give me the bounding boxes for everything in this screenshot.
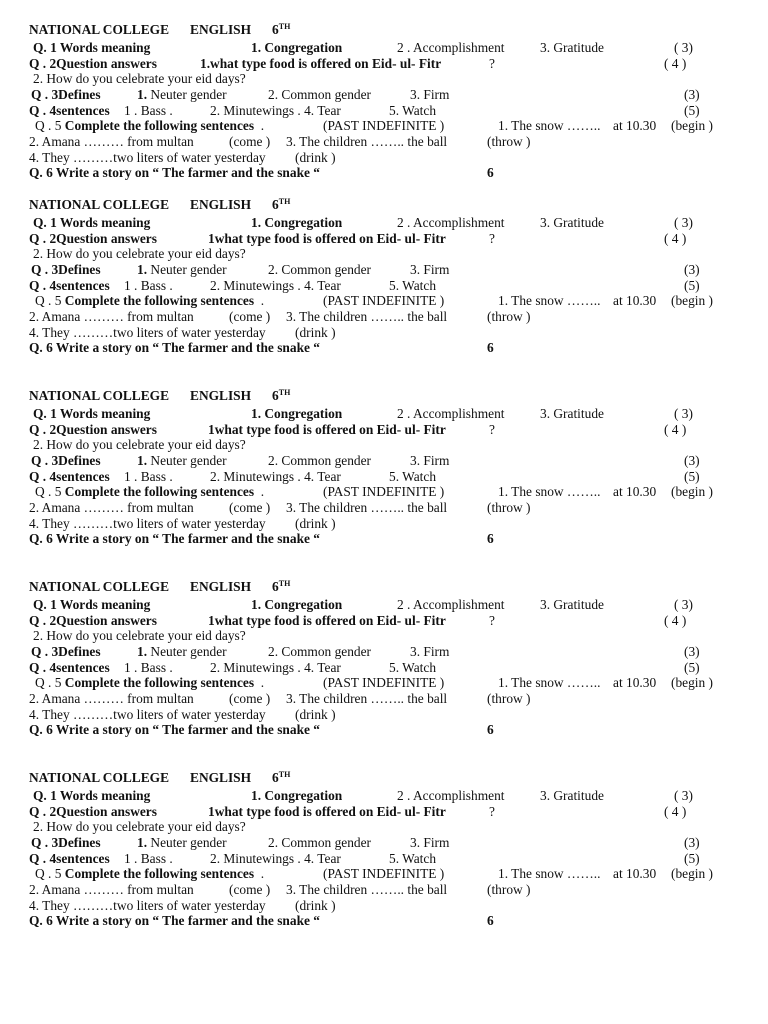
q4-label: Q . 4sentences — [29, 103, 110, 118]
q2-question-mark: ? — [489, 231, 495, 246]
q5-label — [35, 118, 264, 134]
q2-question-mark: ? — [489, 613, 495, 628]
q3-item-3: 3. Firm — [410, 835, 450, 850]
q5-sentence-1-time: at 10.30 — [613, 484, 657, 499]
q1-label: Q. 1 Words meaning — [33, 597, 151, 612]
q4-item-3: 5. Watch — [389, 851, 437, 866]
q4-item-2: 2. Minutewings . 4. Tear — [210, 851, 341, 866]
q1-word-3: 3. Gratitude — [540, 788, 604, 803]
q5-sentence-1-verb: (begin ) — [671, 866, 714, 881]
q3-item-2: 2. Common gender — [268, 262, 372, 277]
q4-item-1: 1 . Bass . — [124, 469, 173, 484]
q2-question-mark: ? — [489, 422, 495, 437]
q2-item-1: 1what type food is offered on Eid- ul- Fitr — [208, 422, 446, 437]
q5-sentence-4: 4. They ………two liters of water yesterday — [29, 150, 266, 165]
q3-label: Q . 3Defines — [31, 262, 101, 277]
q5-sentence-2-verb: (come ) — [229, 134, 271, 149]
q4-item-3: 5. Watch — [389, 103, 437, 118]
q1-label: Q. 1 Words meaning — [33, 406, 151, 421]
question-block-5 — [0, 766, 768, 926]
q5-sentence-3: 3. The children …….. the ball — [286, 500, 448, 515]
question-block-2 — [0, 193, 768, 353]
q5-label — [35, 293, 264, 309]
q5-sentence-2-verb: (come ) — [229, 309, 271, 324]
q5-sentence-4-verb: (drink ) — [295, 707, 336, 722]
q5-sentence-2: 2. Amana ……… from multan — [29, 882, 194, 897]
q4-item-3: 5. Watch — [389, 469, 437, 484]
q5-sentence-1: 1. The snow …….. — [498, 484, 601, 499]
q3-item-1-number: 1. — [137, 453, 148, 468]
q6-label: Q. 6 Write a story on “ The farmer and the snake “ — [29, 531, 320, 546]
q5-sentence-4-verb: (drink ) — [295, 516, 336, 531]
q2-item-2: 2. How do you celebrate your eid days? — [33, 437, 246, 452]
q4-item-2: 2. Minutewings . 4. Tear — [210, 660, 341, 675]
q3-item-1-text: Neuter gender — [150, 262, 227, 277]
q5-sentence-4: 4. They ………two liters of water yesterday — [29, 325, 266, 340]
q5-tense: (PAST INDEFINITE ) — [323, 484, 445, 499]
q1-label: Q. 1 Words meaning — [33, 40, 151, 55]
q5-sentence-2: 2. Amana ……… from multan — [29, 134, 194, 149]
q5-sentence-3-verb: (throw ) — [487, 500, 531, 515]
q5-label — [35, 866, 264, 882]
q2-item-2: 2. How do you celebrate your eid days? — [33, 628, 246, 643]
q1-word-2: 2 . Accomplishment — [397, 788, 505, 803]
q1-word-2: 2 . Accomplishment — [397, 597, 505, 612]
question-block-3 — [0, 384, 768, 544]
q5-label-dot: . — [260, 484, 265, 499]
q1-word-3: 3. Gratitude — [540, 597, 604, 612]
q5-label-prefix: Q . 5 — [35, 118, 62, 133]
q5-sentence-3: 3. The children …….. the ball — [286, 882, 448, 897]
q4-marks: (5) — [684, 278, 700, 293]
q5-sentence-4: 4. They ………two liters of water yesterday — [29, 898, 266, 913]
q3-label: Q . 3Defines — [31, 644, 101, 659]
q1-word-1: 1. Congregation — [251, 597, 343, 612]
college-name: NATIONAL COLLEGE — [29, 579, 170, 594]
q3-item-1-number: 1. — [137, 835, 148, 850]
grade-suffix: TH — [278, 770, 291, 779]
header-line — [29, 22, 290, 38]
header-line — [29, 579, 290, 595]
q2-marks: ( 4 ) — [664, 422, 687, 437]
q5-sentence-1: 1. The snow …….. — [498, 866, 601, 881]
q5-sentence-1-time: at 10.30 — [613, 293, 657, 308]
q6-marks: 6 — [487, 913, 494, 928]
q6-label: Q. 6 Write a story on “ The farmer and the snake “ — [29, 722, 320, 737]
q5-label-dot: . — [260, 866, 265, 881]
q5-label-bold: Complete the following sentences — [64, 118, 255, 133]
q5-label-prefix: Q . 5 — [35, 293, 62, 308]
q5-label-bold: Complete the following sentences — [64, 866, 255, 881]
q2-label: Q . 2Question answers — [29, 613, 157, 628]
q4-label: Q . 4sentences — [29, 851, 110, 866]
q5-sentence-4-verb: (drink ) — [295, 150, 336, 165]
q4-item-1: 1 . Bass . — [124, 660, 173, 675]
q1-word-3: 3. Gratitude — [540, 215, 604, 230]
college-name: NATIONAL COLLEGE — [29, 197, 170, 212]
q1-marks: ( 3) — [674, 215, 693, 230]
q4-item-1: 1 . Bass . — [124, 851, 173, 866]
q5-sentence-3-verb: (throw ) — [487, 309, 531, 324]
q1-word-2: 2 . Accomplishment — [397, 215, 505, 230]
q2-item-2: 2. How do you celebrate your eid days? — [33, 246, 246, 261]
q5-sentence-1: 1. The snow …….. — [498, 293, 601, 308]
q3-item-1 — [137, 644, 227, 660]
q6-label: Q. 6 Write a story on “ The farmer and the snake “ — [29, 340, 320, 355]
q4-item-3: 5. Watch — [389, 660, 437, 675]
q1-word-2: 2 . Accomplishment — [397, 40, 505, 55]
q2-item-2: 2. How do you celebrate your eid days? — [33, 71, 246, 86]
q5-sentence-1: 1. The snow …….. — [498, 118, 601, 133]
q5-sentence-4-verb: (drink ) — [295, 325, 336, 340]
q6-label: Q. 6 Write a story on “ The farmer and the snake “ — [29, 913, 320, 928]
q5-label-dot: . — [260, 675, 265, 690]
q3-marks: (3) — [684, 262, 700, 277]
q5-label — [35, 484, 264, 500]
q1-word-1: 1. Congregation — [251, 40, 343, 55]
q3-label: Q . 3Defines — [31, 87, 101, 102]
q2-marks: ( 4 ) — [664, 804, 687, 819]
q4-marks: (5) — [684, 469, 700, 484]
q3-marks: (3) — [684, 87, 700, 102]
q5-sentence-1: 1. The snow …….. — [498, 675, 601, 690]
q1-marks: ( 3) — [674, 597, 693, 612]
q3-label: Q . 3Defines — [31, 835, 101, 850]
q3-item-3: 3. Firm — [410, 453, 450, 468]
q5-sentence-1-time: at 10.30 — [613, 866, 657, 881]
q4-item-2: 2. Minutewings . 4. Tear — [210, 278, 341, 293]
q2-label: Q . 2Question answers — [29, 56, 157, 71]
grade-suffix: TH — [278, 197, 291, 206]
q3-item-1-text: Neuter gender — [150, 644, 227, 659]
q5-sentence-1-time: at 10.30 — [613, 675, 657, 690]
q6-marks: 6 — [487, 340, 494, 355]
q4-item-1: 1 . Bass . — [124, 103, 173, 118]
q5-sentence-2-verb: (come ) — [229, 500, 271, 515]
q5-label-bold: Complete the following sentences — [64, 293, 255, 308]
q5-sentence-2-verb: (come ) — [229, 882, 271, 897]
grade-number: 6 — [272, 770, 279, 785]
q6-label: Q. 6 Write a story on “ The farmer and the snake “ — [29, 165, 320, 180]
q5-sentence-3-verb: (throw ) — [487, 134, 531, 149]
q5-label-prefix: Q . 5 — [35, 675, 62, 690]
q5-label-prefix: Q . 5 — [35, 866, 62, 881]
q5-sentence-3: 3. The children …….. the ball — [286, 134, 448, 149]
q2-item-1: 1what type food is offered on Eid- ul- Fitr — [208, 613, 446, 628]
q3-item-1 — [137, 262, 227, 278]
q3-item-3: 3. Firm — [410, 87, 450, 102]
q2-marks: ( 4 ) — [664, 613, 687, 628]
subject-name: ENGLISH — [190, 579, 252, 594]
college-name: NATIONAL COLLEGE — [29, 388, 170, 403]
q3-item-1 — [137, 87, 227, 103]
subject-name: ENGLISH — [190, 388, 252, 403]
grade-suffix: TH — [278, 388, 291, 397]
q4-item-3: 5. Watch — [389, 278, 437, 293]
q4-marks: (5) — [684, 660, 700, 675]
q3-marks: (3) — [684, 835, 700, 850]
q4-marks: (5) — [684, 103, 700, 118]
q4-marks: (5) — [684, 851, 700, 866]
q1-word-1: 1. Congregation — [251, 215, 343, 230]
grade-number: 6 — [272, 579, 279, 594]
q5-sentence-1-time: at 10.30 — [613, 118, 657, 133]
q6-marks: 6 — [487, 722, 494, 737]
q1-marks: ( 3) — [674, 788, 693, 803]
q2-label: Q . 2Question answers — [29, 422, 157, 437]
grade-number: 6 — [272, 388, 279, 403]
q5-label — [35, 675, 264, 691]
q4-label: Q . 4sentences — [29, 660, 110, 675]
q3-item-1 — [137, 453, 227, 469]
q1-word-2: 2 . Accomplishment — [397, 406, 505, 421]
q5-sentence-2: 2. Amana ……… from multan — [29, 500, 194, 515]
q4-label: Q . 4sentences — [29, 278, 110, 293]
subject-name: ENGLISH — [190, 770, 252, 785]
q2-marks: ( 4 ) — [664, 231, 687, 246]
q3-item-1 — [137, 835, 227, 851]
q2-question-mark: ? — [489, 56, 495, 71]
q3-item-1-number: 1. — [137, 262, 148, 277]
q5-sentence-2-verb: (come ) — [229, 691, 271, 706]
grade-suffix: TH — [278, 22, 291, 31]
q2-item-1: 1what type food is offered on Eid- ul- Fitr — [208, 231, 446, 246]
q2-label: Q . 2Question answers — [29, 231, 157, 246]
q5-tense: (PAST INDEFINITE ) — [323, 866, 445, 881]
q5-sentence-4: 4. They ………two liters of water yesterday — [29, 516, 266, 531]
q1-word-3: 3. Gratitude — [540, 406, 604, 421]
q1-label: Q. 1 Words meaning — [33, 788, 151, 803]
q4-item-1: 1 . Bass . — [124, 278, 173, 293]
college-name: NATIONAL COLLEGE — [29, 22, 170, 37]
q5-sentence-3: 3. The children …….. the ball — [286, 691, 448, 706]
q1-word-1: 1. Congregation — [251, 788, 343, 803]
q5-sentence-1-verb: (begin ) — [671, 675, 714, 690]
q5-tense: (PAST INDEFINITE ) — [323, 118, 445, 133]
q3-label: Q . 3Defines — [31, 453, 101, 468]
q5-sentence-1-verb: (begin ) — [671, 293, 714, 308]
q3-marks: (3) — [684, 644, 700, 659]
question-block-1 — [0, 18, 768, 178]
header-line — [29, 770, 290, 786]
q5-label-bold: Complete the following sentences — [64, 484, 255, 499]
q4-item-2: 2. Minutewings . 4. Tear — [210, 469, 341, 484]
q5-sentence-3: 3. The children …….. the ball — [286, 309, 448, 324]
q4-item-2: 2. Minutewings . 4. Tear — [210, 103, 341, 118]
q3-item-1-text: Neuter gender — [150, 453, 227, 468]
q6-marks: 6 — [487, 531, 494, 546]
subject-name: ENGLISH — [190, 197, 252, 212]
q4-label: Q . 4sentences — [29, 469, 110, 484]
q5-label-dot: . — [260, 293, 265, 308]
q5-sentence-3-verb: (throw ) — [487, 691, 531, 706]
q2-label: Q . 2Question answers — [29, 804, 157, 819]
q2-item-1: 1.what type food is offered on Eid- ul- Fitr — [200, 56, 442, 71]
subject-name: ENGLISH — [190, 22, 252, 37]
q2-item-2: 2. How do you celebrate your eid days? — [33, 819, 246, 834]
q3-item-1-text: Neuter gender — [150, 87, 227, 102]
header-line — [29, 388, 290, 404]
q3-item-2: 2. Common gender — [268, 87, 372, 102]
q3-marks: (3) — [684, 453, 700, 468]
q3-item-2: 2. Common gender — [268, 835, 372, 850]
q5-label-dot: . — [260, 118, 265, 133]
college-name: NATIONAL COLLEGE — [29, 770, 170, 785]
q5-tense: (PAST INDEFINITE ) — [323, 293, 445, 308]
grade-number: 6 — [272, 22, 279, 37]
q2-question-mark: ? — [489, 804, 495, 819]
q3-item-2: 2. Common gender — [268, 453, 372, 468]
q1-word-3: 3. Gratitude — [540, 40, 604, 55]
q5-sentence-2: 2. Amana ……… from multan — [29, 691, 194, 706]
header-line — [29, 197, 290, 213]
q3-item-1-text: Neuter gender — [150, 835, 227, 850]
q3-item-3: 3. Firm — [410, 262, 450, 277]
q1-word-1: 1. Congregation — [251, 406, 343, 421]
q5-label-prefix: Q . 5 — [35, 484, 62, 499]
q5-label-bold: Complete the following sentences — [64, 675, 255, 690]
q5-sentence-1-verb: (begin ) — [671, 484, 714, 499]
q3-item-3: 3. Firm — [410, 644, 450, 659]
q2-item-1: 1what type food is offered on Eid- ul- Fitr — [208, 804, 446, 819]
q5-sentence-4-verb: (drink ) — [295, 898, 336, 913]
q2-marks: ( 4 ) — [664, 56, 687, 71]
q6-marks: 6 — [487, 165, 494, 180]
q5-sentence-4: 4. They ………two liters of water yesterday — [29, 707, 266, 722]
q5-sentence-3-verb: (throw ) — [487, 882, 531, 897]
grade-suffix: TH — [278, 579, 291, 588]
q5-sentence-1-verb: (begin ) — [671, 118, 714, 133]
grade-number: 6 — [272, 197, 279, 212]
q5-tense: (PAST INDEFINITE ) — [323, 675, 445, 690]
q3-item-1-number: 1. — [137, 87, 148, 102]
q1-marks: ( 3) — [674, 40, 693, 55]
q5-sentence-2: 2. Amana ……… from multan — [29, 309, 194, 324]
q1-marks: ( 3) — [674, 406, 693, 421]
question-block-4 — [0, 575, 768, 735]
q3-item-2: 2. Common gender — [268, 644, 372, 659]
q1-label: Q. 1 Words meaning — [33, 215, 151, 230]
q3-item-1-number: 1. — [137, 644, 148, 659]
